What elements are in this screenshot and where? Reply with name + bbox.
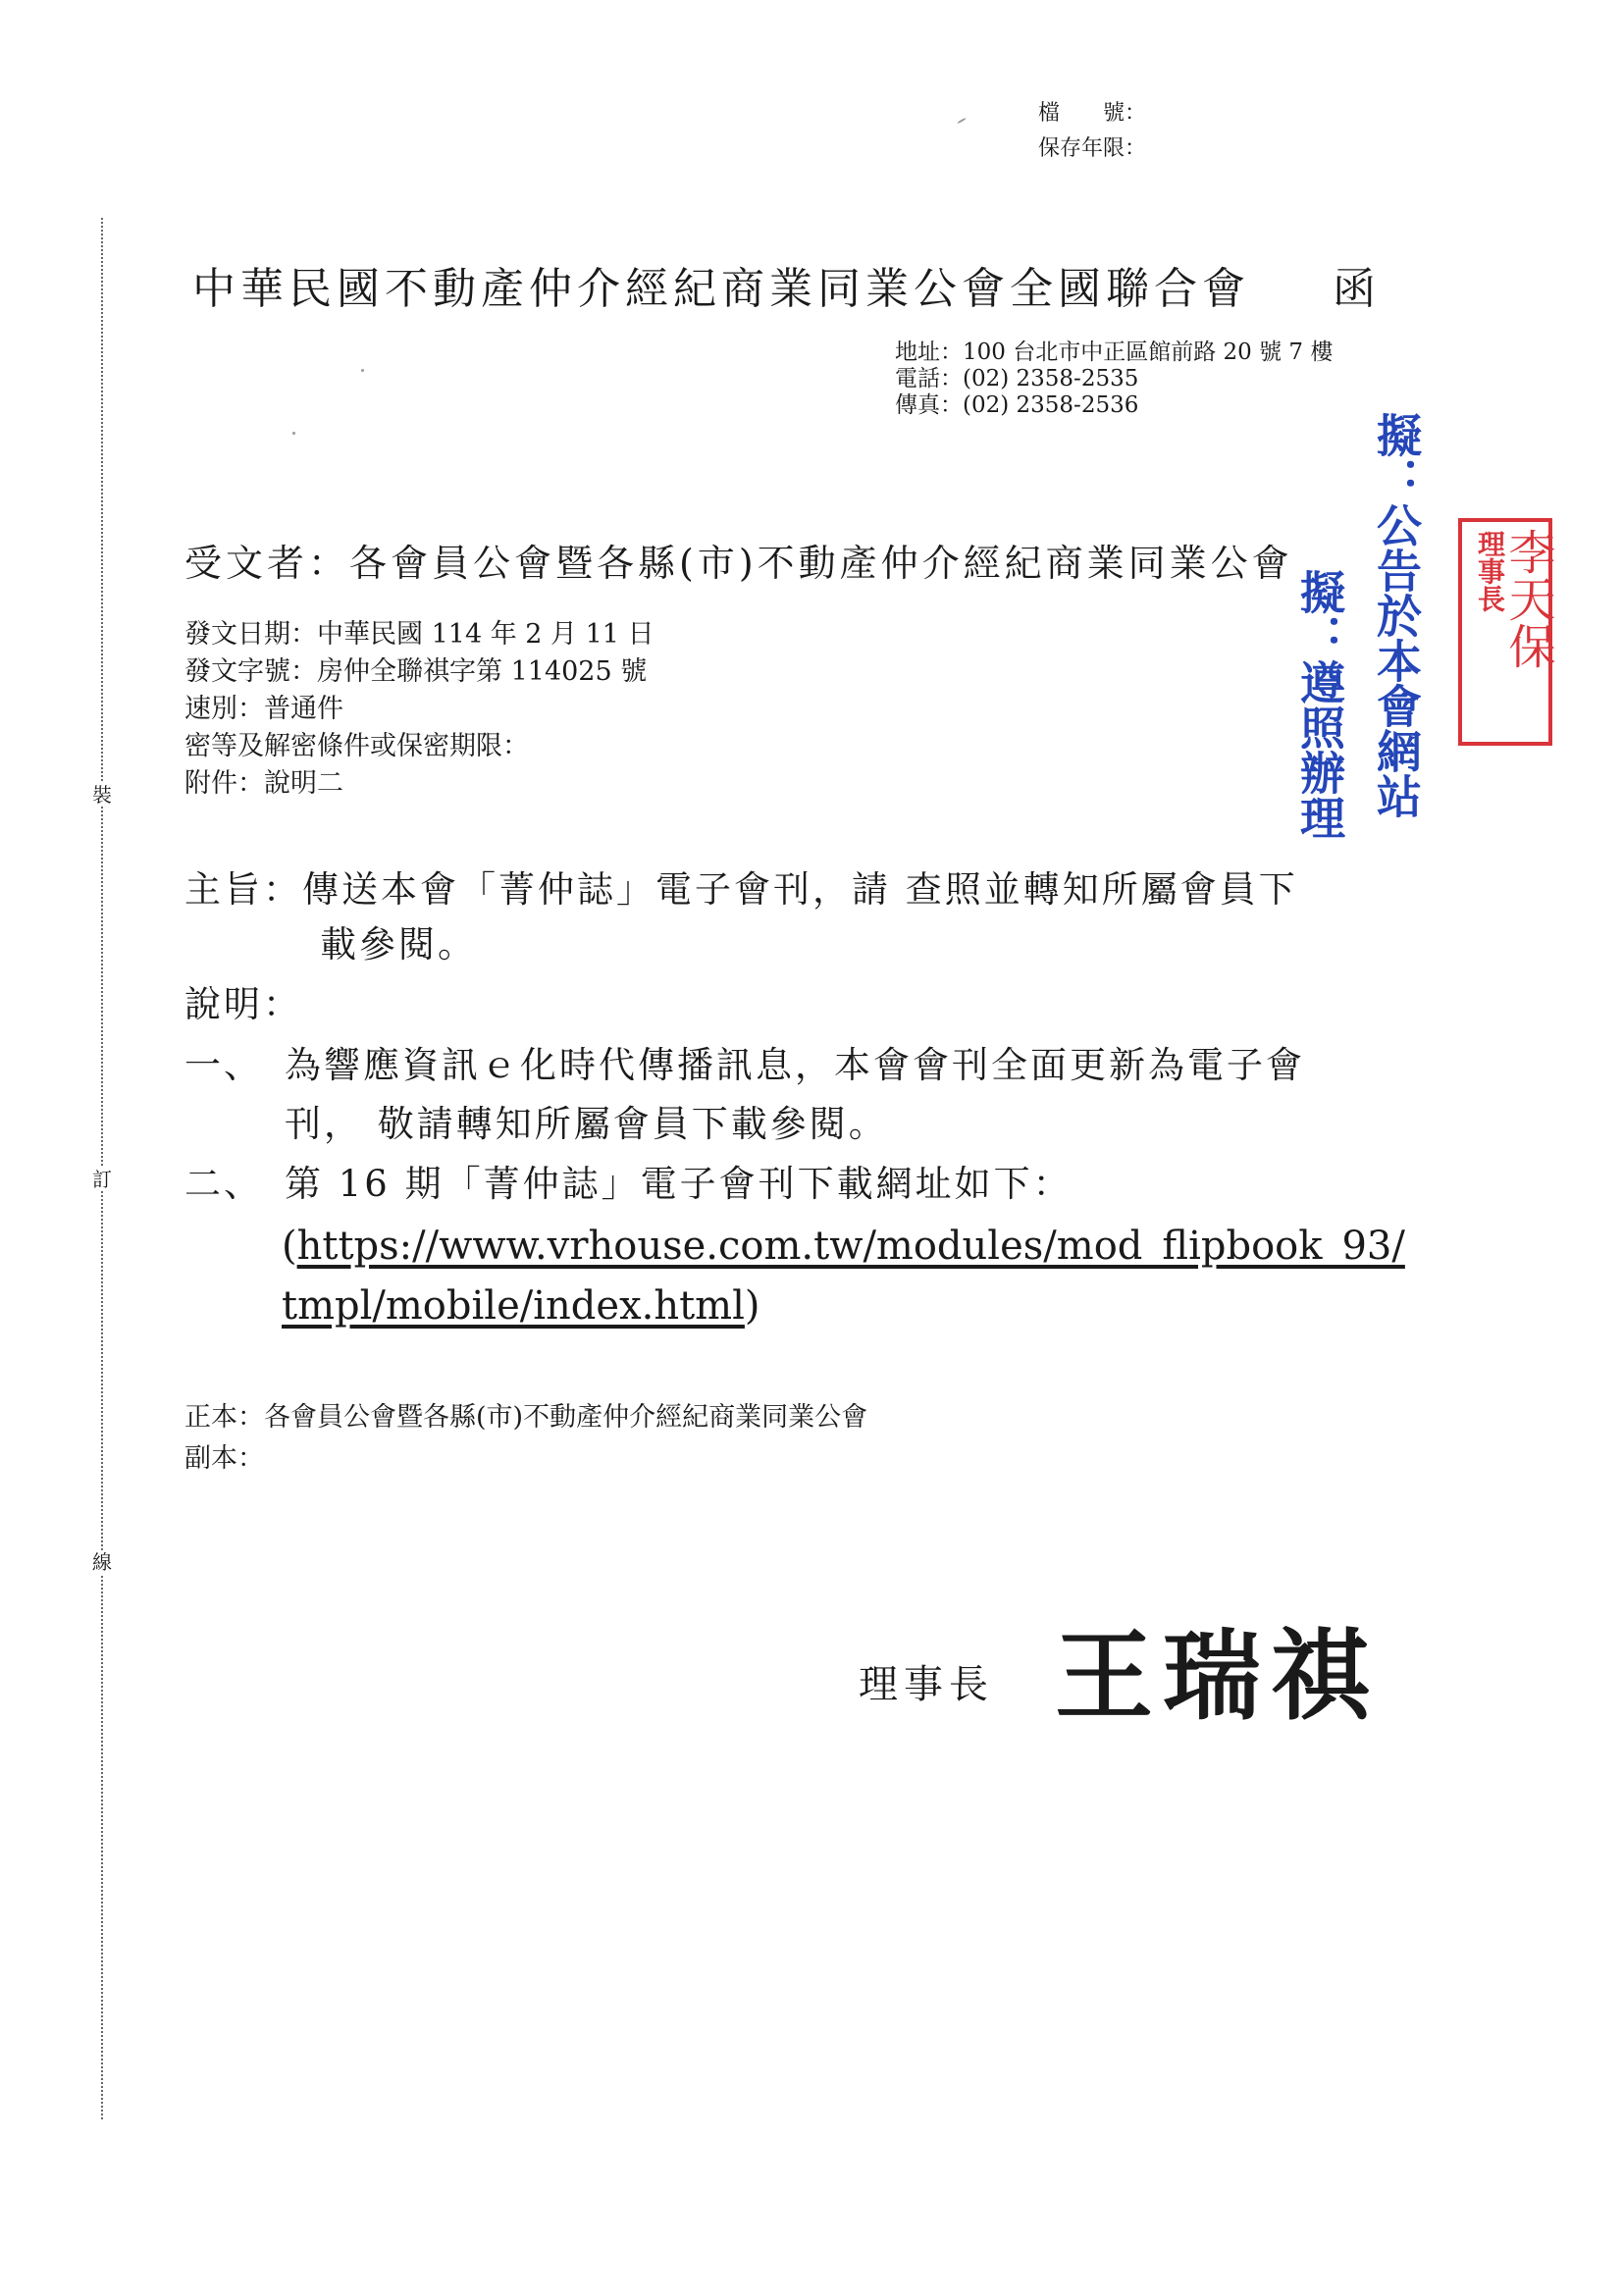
scan-speck bbox=[361, 369, 364, 372]
download-url-line-2 bbox=[282, 1278, 760, 1334]
issue-date: 發文日期：中華民國 114 年 2 月 11 日 bbox=[184, 619, 654, 650]
file-number-label: 檔 號： bbox=[1038, 101, 1147, 126]
copy-recipients: 副本： bbox=[184, 1443, 264, 1474]
document-meta bbox=[184, 616, 654, 803]
seal-name: 李天保 bbox=[1500, 528, 1555, 669]
secrecy-level: 密等及解密條件或保密期限： bbox=[184, 731, 529, 761]
explanation-item-2-number: 二、 bbox=[184, 1163, 263, 1205]
handwritten-annotation-comply: 擬：遵照辦理 bbox=[1293, 569, 1346, 840]
scan-speck bbox=[957, 118, 967, 125]
download-url-link-part-1[interactable]: https://www.vrhouse.com.tw/modules/mod_flipbook_93/ bbox=[296, 1224, 1405, 1269]
attachment: 附件：說明二 bbox=[184, 768, 343, 799]
download-url-line-1 bbox=[282, 1218, 1405, 1275]
scan-speck bbox=[292, 432, 295, 435]
explanation-item-1-line-1: 為響應資訊ｅ化時代傳播訊息，本會會刊全面更新為電子會 bbox=[285, 1044, 1305, 1086]
retention-period-label: 保存年限： bbox=[1038, 136, 1147, 161]
explanation-item-2-line-1: 第 16 期「菁仲誌」電子會刊下載網址如下： bbox=[285, 1163, 1073, 1205]
chairman-seal-stamp bbox=[1458, 518, 1555, 746]
download-url-link-part-2[interactable]: tmpl/mobile/index.html bbox=[282, 1283, 745, 1329]
url-open-paren: ( bbox=[282, 1224, 297, 1269]
fax: 傳真：(02) 2358-2536 bbox=[895, 392, 1139, 418]
explanation-item-1-number: 一、 bbox=[184, 1044, 263, 1086]
subject-line-2: 載參閱。 bbox=[320, 923, 477, 965]
binding-char-ding: 訂 bbox=[92, 1168, 112, 1191]
recipient: 受文者：各會員公會暨各縣(市)不動產仲介經紀商業同業公會 bbox=[184, 542, 1293, 585]
explanation-item-1-line-2: 刊， 敬請轉知所屬會員下載參閱。 bbox=[285, 1103, 888, 1145]
url-close-paren: ) bbox=[744, 1283, 760, 1329]
seal-title: 理事長 bbox=[1474, 530, 1506, 612]
distribution-block bbox=[184, 1397, 867, 1480]
explanation-heading: 說明： bbox=[184, 983, 302, 1025]
chairman-title: 理事長 bbox=[859, 1662, 994, 1707]
reference-number: 發文字號：房仲全聯祺字第 114025 號 bbox=[184, 656, 648, 687]
address: 地址：100 台北市中正區館前路 20 號 7 樓 bbox=[895, 339, 1334, 365]
organization-title: 中華民國不動產仲介經紀商業同業公會全國聯合會 bbox=[192, 264, 1250, 314]
binding-char-xian: 線 bbox=[92, 1550, 112, 1574]
binding-char-zhuang: 裝 bbox=[92, 783, 112, 807]
chairman-signature: 王瑞祺 bbox=[1055, 1618, 1379, 1734]
contact-block bbox=[895, 339, 1333, 419]
original-recipients: 正本：各會員公會暨各縣(市)不動產仲介經紀商業同業公會 bbox=[184, 1402, 868, 1433]
subject-line-1: 主旨：傳送本會「菁仲誌」電子會刊，請 查照並轉知所屬會員下 bbox=[184, 868, 1298, 911]
handwritten-annotation-publish: 擬：公告於本會網站 bbox=[1370, 412, 1423, 818]
delivery-speed: 速別：普通件 bbox=[184, 694, 343, 724]
phone: 電話：(02) 2358-2535 bbox=[895, 366, 1139, 391]
document-type: 函 bbox=[1333, 264, 1381, 314]
